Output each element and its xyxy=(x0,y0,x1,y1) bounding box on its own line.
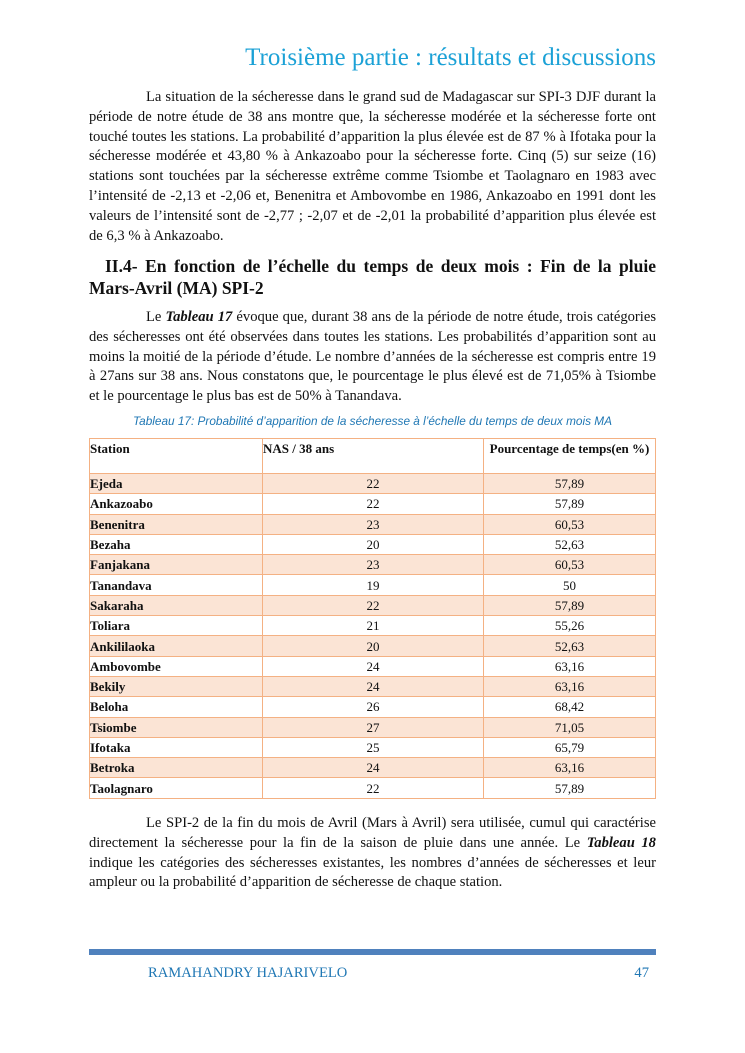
nas-cell: 22 xyxy=(262,595,483,615)
section-heading-text: II.4- En fonction de l’échelle du temps de deux mois : Fin de la pluie Mars-Avril (MA) SPI-2 xyxy=(89,256,656,298)
column-header-nas: NAS / 38 ans xyxy=(262,439,483,474)
station-cell: Fanjakana xyxy=(90,555,263,575)
station-cell: Taolagnaro xyxy=(90,778,263,798)
station-cell: Ankazoabo xyxy=(90,494,263,514)
paragraph2-prefix: Le xyxy=(146,309,166,325)
drought-probability-table xyxy=(89,438,656,799)
table-row xyxy=(90,697,656,717)
percentage-cell: 63,16 xyxy=(484,656,656,676)
paragraph-spi3-summary: La situation de la sécheresse dans le grand sud de Madagascar sur SPI-3 DJF durant la période de notre étude de 38 ans montre que, la sécheresse modérée et la sécheresse forte ont touché toutes les stations. La probabilité d’apparition la plus élevée est de 87 % à Ifotaka pour la sécheresse modérée et 43,80 % à Ankazoabo pour la sécheresse forte. Cinq (5) sur seize (16) stations sont touchées par la sécheresse extrême comme Tsiombe et Taolagnaro en 1983 avec l’intensité de -2,13 et -2,06 et, Benenitra et Ambovombe en 1986, Ankazoabo en 1991 dont les valeurs de l’intensité sont de -2,77 ; -2,07 et de -2,01 la probabilité d’apparition plus élevée est de 6,3 % à Ankazoabo. xyxy=(89,89,656,244)
percentage-cell: 57,89 xyxy=(484,494,656,514)
percentage-cell: 60,53 xyxy=(484,514,656,534)
table-row xyxy=(90,534,656,554)
nas-cell: 25 xyxy=(262,737,483,757)
station-cell: Ifotaka xyxy=(90,737,263,757)
percentage-cell: 50 xyxy=(484,575,656,595)
table-header-row xyxy=(90,439,656,474)
paragraph3-text-end: indique les catégories des sécheresses existantes, les nombres d’années de sécheresses et leur ampleur ou la probabilité d’apparition de sécheresse de chaque station. xyxy=(89,854,656,891)
table-row xyxy=(90,656,656,676)
percentage-cell: 57,89 xyxy=(484,778,656,798)
nas-cell: 22 xyxy=(262,778,483,798)
percentage-cell: 71,05 xyxy=(484,717,656,737)
station-cell: Tanandava xyxy=(90,575,263,595)
nas-cell: 22 xyxy=(262,474,483,494)
percentage-cell: 52,63 xyxy=(484,534,656,554)
station-cell: Beloha xyxy=(90,697,263,717)
percentage-cell: 60,53 xyxy=(484,555,656,575)
percentage-cell: 68,42 xyxy=(484,697,656,717)
table-row xyxy=(90,514,656,534)
paragraph-table17-intro xyxy=(89,308,656,407)
station-cell: Ambovombe xyxy=(90,656,263,676)
percentage-cell: 63,16 xyxy=(484,676,656,696)
nas-cell: 26 xyxy=(262,697,483,717)
footer-divider xyxy=(89,949,656,955)
table17-reference: Tableau 17 xyxy=(165,309,233,325)
page-number: 47 xyxy=(634,965,649,981)
table-row xyxy=(90,494,656,514)
nas-cell: 21 xyxy=(262,616,483,636)
station-cell: Ankililaoka xyxy=(90,636,263,656)
table-row xyxy=(90,636,656,656)
nas-cell: 24 xyxy=(262,676,483,696)
table18-reference: Tableau 18 xyxy=(586,834,656,851)
nas-cell: 19 xyxy=(262,575,483,595)
nas-cell: 24 xyxy=(262,758,483,778)
footer-author: RAMAHANDRY HAJARIVELO xyxy=(148,965,348,981)
table-caption: Tableau 17: Probabilité d’apparition de la sécheresse à l’échelle du temps de deux mois MA xyxy=(133,414,612,428)
paragraph2-text: évoque que, durant 38 ans de la période de notre étude, trois catégories des sécheresses ont été observées dans toutes les stations. Les probabilités d’apparition sont au moins la moitié de la période d’étude. Le nombre d’années de la sécheresse est compris entre 19 à 27ans sur 38 ans. Nous constatons que, le pourcentage le plus élevé est de 71,05% à Tsiombe et le pourcentage le plus bas est de 50% à Tanandava. xyxy=(89,309,656,405)
table-body xyxy=(90,474,656,799)
column-header-percentage: Pourcentage de temps(en %) xyxy=(484,439,656,474)
percentage-cell: 65,79 xyxy=(484,737,656,757)
station-cell: Toliara xyxy=(90,616,263,636)
table-row xyxy=(90,555,656,575)
section-heading xyxy=(89,255,656,299)
column-header-station: Station xyxy=(90,439,263,474)
nas-cell: 20 xyxy=(262,534,483,554)
station-cell: Betroka xyxy=(90,758,263,778)
page-header-title: Troisième partie : résultats et discussions xyxy=(245,44,656,71)
table-row xyxy=(90,595,656,615)
table-row xyxy=(90,737,656,757)
table-row xyxy=(90,474,656,494)
nas-cell: 22 xyxy=(262,494,483,514)
paragraph-spi2-description xyxy=(89,814,656,893)
station-cell: Tsiombe xyxy=(90,717,263,737)
nas-cell: 23 xyxy=(262,555,483,575)
station-cell: Ejeda xyxy=(90,474,263,494)
table-row xyxy=(90,676,656,696)
station-cell: Bekily xyxy=(90,676,263,696)
table-row xyxy=(90,758,656,778)
percentage-cell: 55,26 xyxy=(484,616,656,636)
station-cell: Bezaha xyxy=(90,534,263,554)
percentage-cell: 63,16 xyxy=(484,758,656,778)
percentage-cell: 57,89 xyxy=(484,474,656,494)
table-row xyxy=(90,616,656,636)
paragraph3-text-start: Le SPI-2 de la fin du mois de Avril (Mars à Avril) sera utilisée, cumul qui caractérise directement la sécheresse pour la fin de la saison de pluie dans une année. Le xyxy=(89,815,656,851)
percentage-cell: 52,63 xyxy=(484,636,656,656)
nas-cell: 27 xyxy=(262,717,483,737)
nas-cell: 23 xyxy=(262,514,483,534)
station-cell: Sakaraha xyxy=(90,595,263,615)
nas-cell: 20 xyxy=(262,636,483,656)
table-row xyxy=(90,717,656,737)
station-cell: Benenitra xyxy=(90,514,263,534)
table-row xyxy=(90,778,656,798)
table-row xyxy=(90,575,656,595)
percentage-cell: 57,89 xyxy=(484,595,656,615)
nas-cell: 24 xyxy=(262,656,483,676)
